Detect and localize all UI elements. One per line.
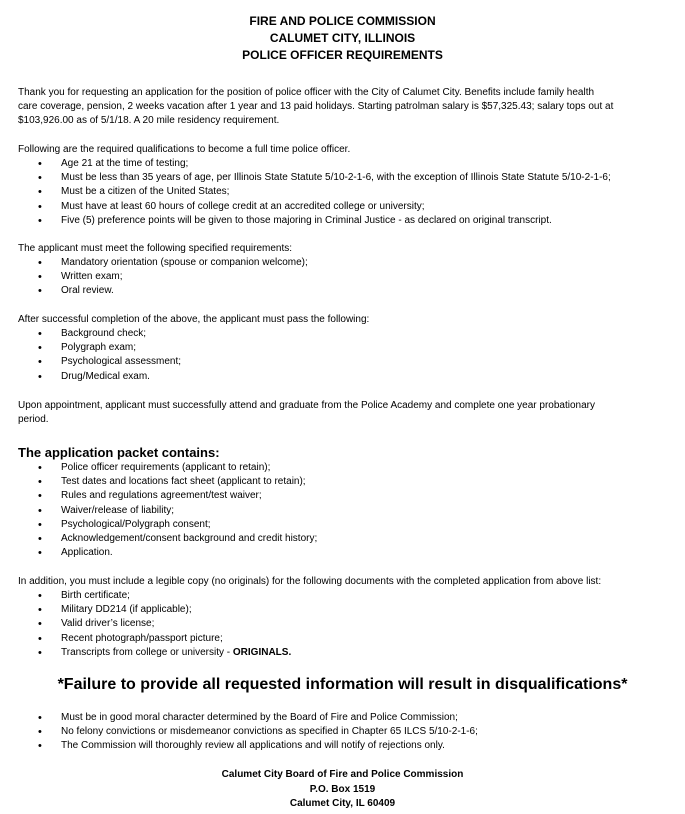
originals-emphasis: ORIGINALS. bbox=[232, 646, 292, 658]
failure-warning: *Failure to provide all requested information will result in disqualifications* bbox=[57, 676, 628, 693]
document-header bbox=[0, 13, 685, 64]
footer-line-2: P.O. Box 1519 bbox=[309, 783, 376, 795]
list-item: • Rules and regulations agreement/test waiver; bbox=[38, 489, 668, 503]
intro-line-2: care coverage, pension, 2 weeks vacation after 1 year and 13 paid holidays. Starting patrolman salary is $57,325.43; salary tops out at bbox=[18, 101, 614, 113]
list-item: • Mandatory orientation (spouse or companion welcome); bbox=[38, 256, 668, 270]
footer-line-3: Calumet City, IL 60409 bbox=[289, 798, 396, 809]
final-requirements-list bbox=[38, 711, 668, 754]
header-line-1: FIRE AND POLICE COMMISSION bbox=[249, 14, 436, 28]
footer-address bbox=[0, 768, 685, 812]
list-item: • Must have at least 60 hours of college credit at an accredited college or university; bbox=[38, 200, 668, 214]
documents-list bbox=[38, 589, 668, 660]
list-item: • Psychological assessment; bbox=[38, 355, 668, 369]
list-item: • No felony convictions or misdemeanor convictions as specified in Chapter 65 ILCS 5/10-2-1-6; bbox=[38, 725, 668, 739]
list-item: • Police officer requirements (applicant to retain); bbox=[38, 461, 668, 475]
list-item bbox=[38, 646, 668, 660]
list-item: • Written exam; bbox=[38, 270, 668, 284]
list-item: • Test dates and locations fact sheet (applicant to retain); bbox=[38, 475, 668, 489]
footer-line-1: Calumet City Board of Fire and Police Commission bbox=[221, 769, 464, 780]
packet-list bbox=[38, 461, 668, 560]
list-item: • Drug/Medical exam. bbox=[38, 370, 668, 384]
list-item: • Military DD214 (if applicable); bbox=[38, 603, 668, 617]
list-item: • Must be in good moral character determined by the Board of Fire and Police Commission; bbox=[38, 711, 668, 725]
appointment-line-2: period. bbox=[18, 414, 49, 426]
after-list bbox=[38, 327, 668, 384]
packet-heading: The application packet contains: bbox=[18, 445, 220, 460]
specified-lead: The applicant must meet the following specified requirements: bbox=[18, 243, 293, 254]
after-lead: After successful completion of the above, the applicant must pass the following: bbox=[18, 314, 370, 325]
specified-list bbox=[38, 256, 668, 299]
header-line-2: CALUMET CITY, ILLINOIS bbox=[269, 31, 416, 45]
intro-line-3: $103,926.00 as of 5/1/18. A 20 mile residency requirement. bbox=[18, 115, 280, 127]
qualifications-lead: Following are the required qualifications to become a full time police officer. bbox=[18, 144, 351, 155]
documents-lead: In addition, you must include a legible copy (no originals) for the following documents with the completed application from above list: bbox=[18, 576, 602, 587]
list-item: • Acknowledgement/consent background and credit history; bbox=[38, 532, 668, 546]
qualifications-list bbox=[38, 157, 668, 228]
intro-paragraph bbox=[18, 86, 668, 129]
appointment-paragraph bbox=[18, 399, 668, 427]
list-item: • Five (5) preference points will be given to those majoring in Criminal Justice - as declared on original transcript. bbox=[38, 214, 668, 228]
list-item: • Application. bbox=[38, 546, 668, 560]
list-item: • The Commission will thoroughly review all applications and will notify of rejections only. bbox=[38, 739, 668, 753]
list-item: • Psychological/Polygraph consent; bbox=[38, 518, 668, 532]
list-item: • Waiver/release of liability; bbox=[38, 504, 668, 518]
list-item: • Recent photograph/passport picture; bbox=[38, 632, 668, 646]
transcripts-text: Transcripts from college or university - bbox=[61, 646, 233, 658]
list-item: • Age 21 at the time of testing; bbox=[38, 157, 668, 171]
header-line-3: POLICE OFFICER REQUIREMENTS bbox=[242, 48, 443, 62]
appointment-line-1: Upon appointment, applicant must successfully attend and graduate from the Police Academy and complete one year probationary bbox=[18, 400, 596, 411]
list-item: • Birth certificate; bbox=[38, 589, 668, 603]
list-item: • Background check; bbox=[38, 327, 668, 341]
list-item: • Must be a citizen of the United States; bbox=[38, 185, 668, 199]
intro-line-1: Thank you for requesting an application for the position of police officer with the City of Calumet City. Benefits include family health bbox=[18, 87, 595, 98]
list-item: • Polygraph exam; bbox=[38, 341, 668, 355]
list-item: • Must be less than 35 years of age, per Illinois State Statute 5/10-2-1-6, with the exception of Illinois State Statute 5/10-2-1-6; bbox=[38, 171, 668, 185]
list-item: • Oral review. bbox=[38, 284, 668, 298]
list-item: • Valid driver’s license; bbox=[38, 617, 668, 631]
